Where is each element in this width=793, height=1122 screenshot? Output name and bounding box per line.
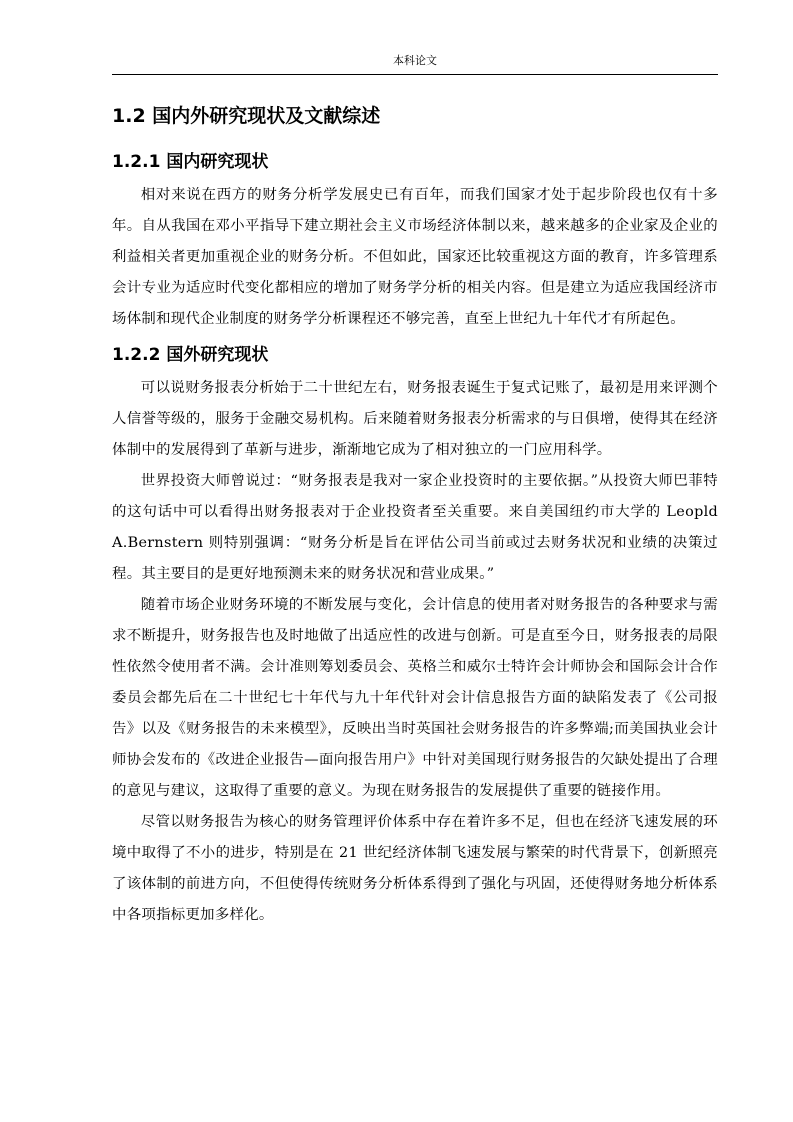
header-title: 本科论文 [393,54,437,67]
paragraph-foreign-1: 可以说财务报表分析始于二十世纪左右，财务报表诞生于复式记账了，最初是用来评测个人信誉等级的，服务于金融交易机构。后来随着财务报表分析需求的与日俱增，使得其在经济体制中的发展得到了革新与进步，渐渐地它成为了相对独立的一门应用科学。 [112,380,718,458]
page-header [112,52,718,75]
paragraph-foreign-3: 随着市场企业财务环境的不断发展与变化，会计信息的使用者对财务报告的各种要求与需求不断提升，财务报告也及时地做了出适应性的改进与创新。可是直至今日，财务报表的局限性依然令使用者不满。会计准则筹划委员会、英格兰和威尔士特许会计师协会和国际会计合作委员会都先后在二十世纪七十年代与九十年代针对会计信息报告方面的缺陷发表了《公司报告》以及《财务报告的未来模型》，反映出当时英国社会财务报告的许多弊端;而美国执业会计师协会发布的《改进企业报告—面向报告用户》中针对美国现行财务报告的欠缺处提出了合理的意见与建议，这取得了重要的意义。为现在财务报告的发展提供了重要的链接作用。 [112,597,718,799]
subsection-heading-foreign: 1.2.2 国外研究现状 [112,345,269,365]
paragraph-foreign-2: 世界投资大师曾说过：“财务报表是我对一家企业投资时的主要依据。”从投资大师巴菲特的这句话中可以看得出财务报表对于企业投资者至关重要。来自美国纽约市大学的 Leopld A.Bernstern 则特别强调：“财务分析是旨在评估公司当前或过去财务状况和业绩的决策过程。其主要目的是更好地预测未来的财务状况和营业成果。” [112,473,718,582]
paragraph-foreign-4: 尽管以财务报告为核心的财务管理评价体系中存在着许多不足，但也在经济飞速发展的环境中取得了不小的进步，特别是在 21 世纪经济体制飞速发展与繁荣的时代背景下，创新照亮了该体制的前进方向，不但使得传统财务分析体系得到了强化与巩固，还使得财务地分析体系中各项指标更加多样化。 [112,814,718,923]
document-body [112,98,718,931]
subsection-heading-domestic: 1.2.1 国内研究现状 [112,152,269,172]
paragraph-domestic-1: 相对来说在西方的财务分析学发展史已有百年，而我们国家才处于起步阶段也仅有十多年。自从我国在邓小平指导下建立期社会主义市场经济体制以来，越来越多的企业家及企业的利益相关者更加重视企业的财务分析。不但如此，国家还比较重视这方面的教育，许多管理系会计专业为适应时代变化都相应的增加了财务学分析的相关内容。但是建立为适应我国经济市场体制和现代企业制度的财务学分析课程还不够完善，直至上世纪九十年代才有所起色。 [112,187,718,327]
section-heading: 1.2 国内外研究现状及文献综述 [112,105,381,127]
